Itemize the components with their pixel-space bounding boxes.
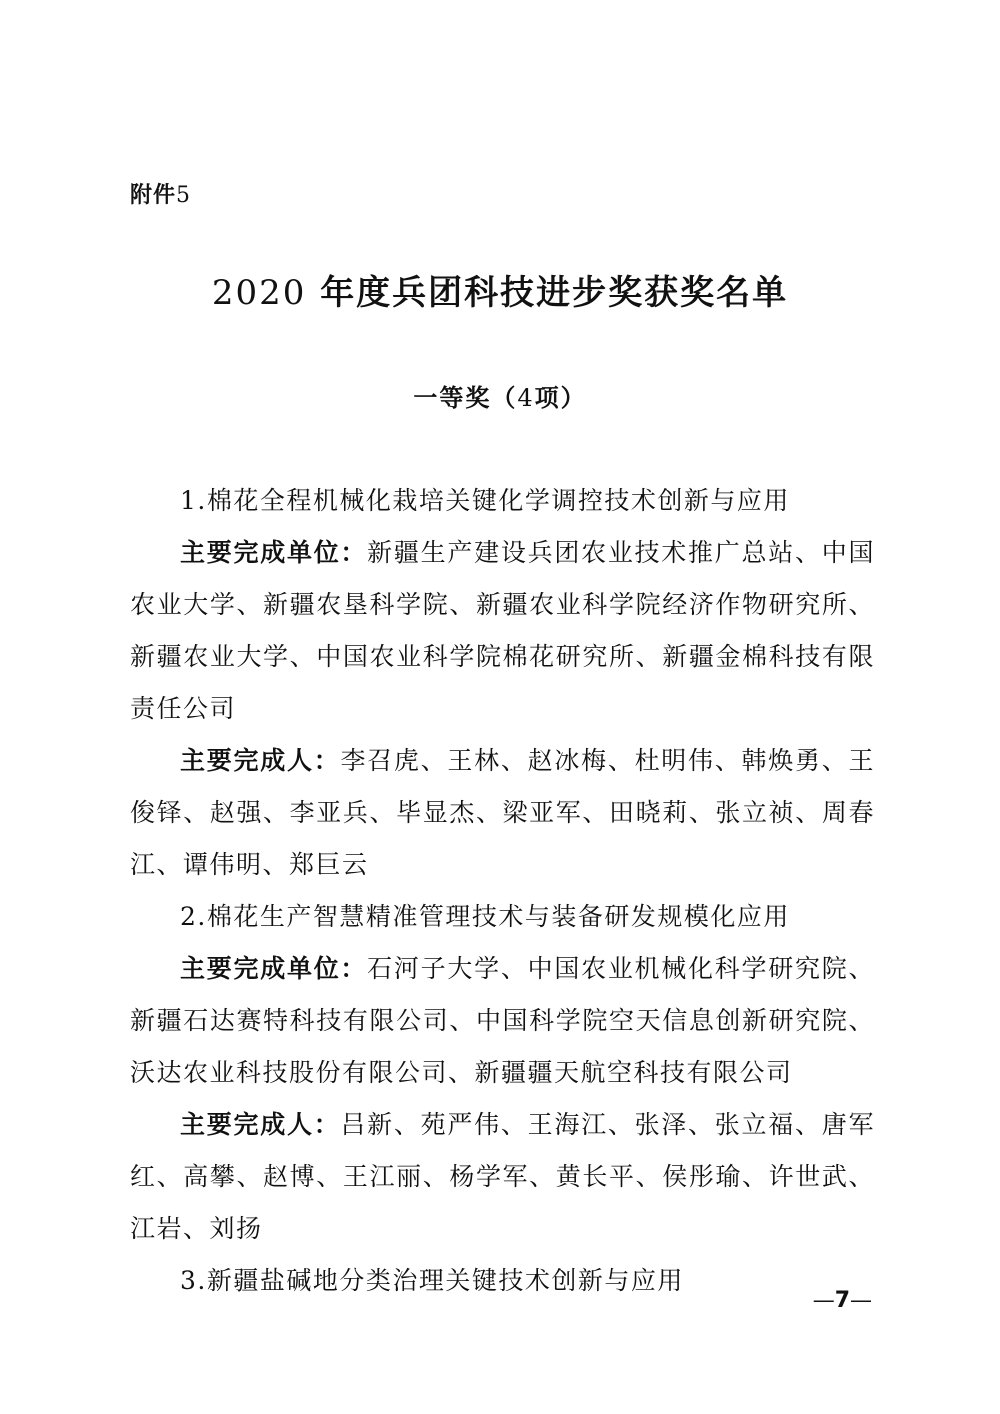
grade-close: 项） [534, 384, 587, 412]
award-grade-heading [0, 378, 1000, 413]
annex-text: 附件 [130, 183, 177, 208]
title-text: 年度兵团科技进步奖获奖名单 [320, 273, 789, 313]
project-units [130, 527, 875, 735]
units-label: 主要完成单位： [180, 954, 368, 983]
page-dash-right: — [850, 1288, 872, 1313]
annex-label [130, 178, 191, 209]
project-people [130, 735, 875, 891]
grade-count: 4 [517, 384, 535, 412]
units-label: 主要完成单位： [180, 538, 368, 567]
page-number [813, 1287, 872, 1313]
grade-open: 一等奖（ [413, 384, 518, 412]
page-dash-left: — [812, 1288, 835, 1313]
project-units [130, 943, 875, 1099]
people-value: 吕新、苑严伟、王海江、张泽、张立福、唐军红、高攀、赵博、王江丽、杨学军、黄长平、侯彤瑜、许世武、江岩、刘扬 [130, 1110, 875, 1243]
units-value: 石河子大学、中国农业机械化科学研究院、新疆石达赛特科技有限公司、中国科学院空天信息创新研究院、沃达农业科技股份有限公司、新疆疆天航空科技有限公司 [130, 954, 875, 1087]
people-value: 李召虎、王林、赵冰梅、杜明伟、韩焕勇、王俊铎、赵强、李亚兵、毕显杰、梁亚军、田晓莉、张立祯、周春江、谭伟明、郑巨云 [130, 746, 875, 879]
title-year: 2020 [211, 273, 307, 313]
award-list [130, 475, 875, 1307]
annex-number: 5 [176, 183, 192, 208]
page-number-value: 7 [834, 1288, 850, 1313]
people-label: 主要完成人： [180, 746, 341, 775]
units-value: 新疆生产建设兵团农业技术推广总站、中国农业大学、新疆农垦科学院、新疆农业科学院经济作物研究所、新疆农业大学、中国农业科学院棉花研究所、新疆金棉科技有限责任公司 [130, 538, 875, 723]
project-title: 1.棉花全程机械化栽培关键化学调控技术创新与应用 [180, 486, 790, 515]
document-title [0, 265, 1000, 314]
project-title: 3.新疆盐碱地分类治理关键技术创新与应用 [180, 1266, 684, 1295]
project-people [130, 1099, 875, 1255]
people-label: 主要完成人： [180, 1110, 341, 1139]
project-title: 2.棉花生产智慧精准管理技术与装备研发规模化应用 [180, 902, 790, 931]
